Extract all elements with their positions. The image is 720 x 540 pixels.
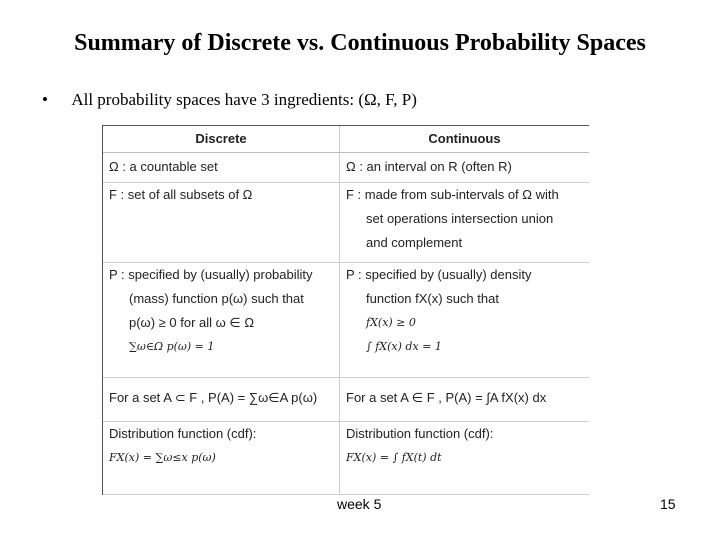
cell-line: and complement bbox=[366, 234, 463, 250]
cell-line: For a set A ∈ F , P(A) = ∫A fX(x) dx bbox=[346, 389, 547, 405]
cell-line: (mass) function p(ω) such that bbox=[129, 290, 304, 306]
cell-discrete-cdf bbox=[103, 421, 340, 495]
cell-line: Distribution function (cdf): bbox=[109, 425, 257, 441]
cell-continuous-cdf bbox=[340, 421, 590, 495]
cell-continuous-sigma bbox=[340, 182, 590, 262]
bullet-marker: • bbox=[42, 90, 48, 109]
cell-line: p(ω) ≥ 0 for all ω ∈ Ω bbox=[129, 314, 255, 330]
cell-discrete-set-prob bbox=[103, 377, 340, 421]
cell-line: P : specified by (usually) probability bbox=[109, 266, 313, 282]
cell-continuous-omega bbox=[340, 152, 590, 182]
cell-line: F : set of all subsets of Ω bbox=[109, 186, 253, 202]
bullet-point bbox=[42, 90, 417, 110]
cell-discrete-probability bbox=[103, 262, 340, 377]
cell-discrete-omega bbox=[103, 152, 340, 182]
header-continuous: Continuous bbox=[340, 126, 590, 152]
footer-week: week 5 bbox=[337, 496, 382, 512]
page-number: 15 bbox=[660, 496, 676, 512]
cell-discrete-sigma bbox=[103, 182, 340, 262]
cell-line: Ω : a countable set bbox=[109, 158, 218, 174]
cell-line-math: ∫ fX(x) dx = 1 bbox=[366, 339, 442, 353]
cell-line: Distribution function (cdf): bbox=[346, 425, 494, 441]
cell-line-math: FX(x) = ∑ω≤x p(ω) bbox=[109, 450, 216, 464]
comparison-table bbox=[102, 125, 589, 495]
cell-line: F : made from sub-intervals of Ω with bbox=[346, 186, 559, 202]
header-discrete: Discrete bbox=[103, 126, 340, 152]
cell-line: set operations intersection union bbox=[366, 210, 554, 226]
cell-line: P : specified by (usually) density bbox=[346, 266, 532, 282]
cell-continuous-set-prob bbox=[340, 377, 590, 421]
cell-line-math: FX(x) = ∫ fX(t) dt bbox=[346, 450, 442, 464]
cell-line: Ω : an interval on R (often R) bbox=[346, 158, 512, 174]
cell-line: For a set A ⊂ F , P(A) = ∑ω∈A p(ω) bbox=[109, 389, 318, 405]
cell-line-math: ∑ω∈Ω p(ω) = 1 bbox=[129, 339, 215, 353]
cell-line-math: fX(x) ≥ 0 bbox=[366, 315, 416, 329]
bullet-text: All probability spaces have 3 ingredients: (Ω, F, P) bbox=[71, 90, 417, 109]
cell-continuous-probability bbox=[340, 262, 590, 377]
cell-line: function fX(x) such that bbox=[366, 290, 499, 306]
slide-title: Summary of Discrete vs. Continuous Probability Spaces bbox=[74, 30, 646, 56]
